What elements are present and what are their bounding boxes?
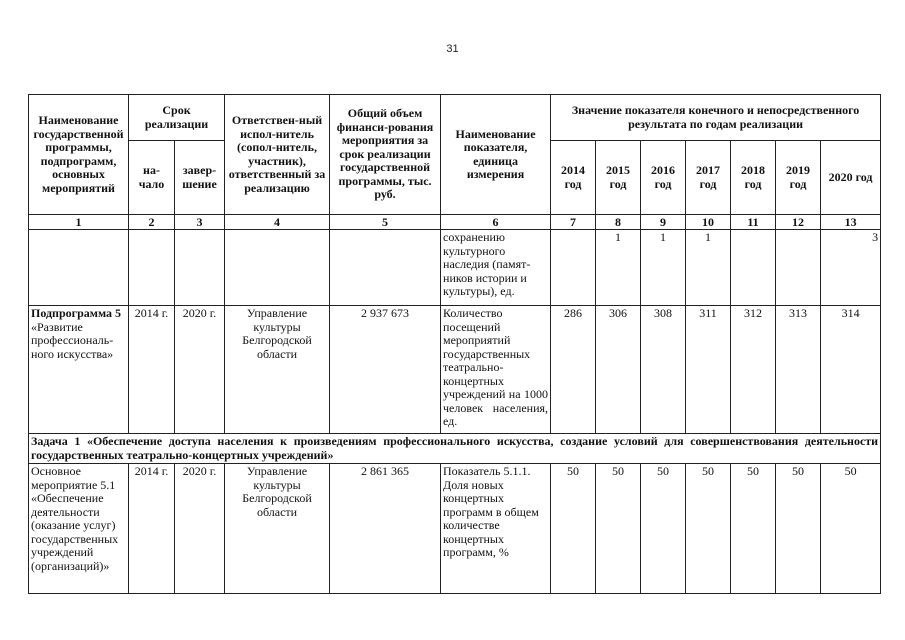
cell-value-2018	[731, 230, 776, 306]
header-start: на-чало	[129, 141, 175, 215]
column-number: 6	[441, 215, 551, 230]
header-end: завер-шение	[175, 141, 225, 215]
cell-value-2020: 50	[821, 464, 881, 594]
header-year-2015: 2015 год	[596, 141, 641, 215]
cell-value-2016: 1	[641, 230, 686, 306]
cell-value-2019	[776, 230, 821, 306]
subprogram-title: Подпрограмма 5	[31, 306, 122, 320]
cell-indicator: Количество посещений мероприятий государственных театрально-концертных учреждений на 1000 человек населения, ед.	[441, 306, 551, 434]
task-row	[29, 434, 881, 464]
cell-funding: 2 937 673	[330, 306, 441, 434]
cell-value-2020: 3	[821, 230, 881, 306]
cell-start	[129, 230, 175, 306]
column-number: 5	[330, 215, 441, 230]
cell-end	[175, 230, 225, 306]
cell-value-2019: 313	[776, 306, 821, 434]
table-row	[29, 230, 881, 306]
cell-value-2017: 311	[686, 306, 731, 434]
column-number: 13	[821, 215, 881, 230]
cell-value-2017: 50	[686, 464, 731, 594]
cell-start: 2014 г.	[129, 464, 175, 594]
cell-value-2020: 314	[821, 306, 881, 434]
column-number: 4	[225, 215, 330, 230]
column-number: 3	[175, 215, 225, 230]
header-year-2014: 2014 год	[551, 141, 596, 215]
header-responsible: Ответствен-ный испол-нитель (сопол-нитель, участник), ответственный за реализацию	[225, 95, 330, 215]
table-row	[29, 306, 881, 434]
header-indicator: Наименование показателя, единица измерения	[441, 95, 551, 215]
cell-indicator: сохранению культурного наследия (памят-ников истории и культуры), ед.	[441, 230, 551, 306]
cell-value-2016: 50	[641, 464, 686, 594]
cell-value-2015: 1	[596, 230, 641, 306]
header-period: Срок реализации	[129, 95, 225, 141]
table-row	[29, 464, 881, 594]
column-number: 10	[686, 215, 731, 230]
cell-value-2014: 286	[551, 306, 596, 434]
cell-indicator: Показатель 5.1.1. Доля новых концертных программ в общем количестве концертных программ, %	[441, 464, 551, 594]
cell-name: Основное мероприятие 5.1 «Обеспечение деятельности (оказание услуг) государственных учреждений (организаций)»	[29, 464, 129, 594]
header-name: Наименование государственной программы, подпрограмм, основных мероприятий	[29, 95, 129, 215]
column-number: 9	[641, 215, 686, 230]
cell-value-2016: 308	[641, 306, 686, 434]
cell-responsible: Управление культуры Белгородской области	[225, 464, 330, 594]
column-number: 11	[731, 215, 776, 230]
cell-value-2017: 1	[686, 230, 731, 306]
cell-funding: 2 861 365	[330, 464, 441, 594]
header-year-2020: 2020 год	[821, 141, 881, 215]
column-number: 2	[129, 215, 175, 230]
column-number: 12	[776, 215, 821, 230]
header-year-2017: 2017 год	[686, 141, 731, 215]
header-values-group: Значение показателя конечного и непосредственного результата по годам реализации	[551, 95, 881, 141]
header-year-2018: 2018 год	[731, 141, 776, 215]
cell-responsible	[225, 230, 330, 306]
cell-value-2014: 50	[551, 464, 596, 594]
cell-name	[29, 230, 129, 306]
cell-value-2015: 306	[596, 306, 641, 434]
column-numbers-row	[29, 215, 881, 230]
cell-end: 2020 г.	[175, 306, 225, 434]
page-number: 31	[446, 43, 459, 55]
header-row-1	[29, 95, 881, 141]
cell-value-2019: 50	[776, 464, 821, 594]
program-table	[28, 94, 881, 594]
cell-value-2014	[551, 230, 596, 306]
cell-start: 2014 г.	[129, 306, 175, 434]
header-year-2016: 2016 год	[641, 141, 686, 215]
subprogram-name: «Развитие профессиональ-ного искусства»	[31, 319, 114, 361]
cell-name	[29, 306, 129, 434]
cell-end: 2020 г.	[175, 464, 225, 594]
cell-value-2018: 50	[731, 464, 776, 594]
task-description: Задача 1 «Обеспечение доступа населения к произведениям профессионального искусства, создание условий для совершенствования деятельности государственных театрально-концертных учреждений»	[29, 434, 881, 464]
column-number: 1	[29, 215, 129, 230]
cell-value-2015: 50	[596, 464, 641, 594]
header-year-2019: 2019 год	[776, 141, 821, 215]
header-funding: Общий объем финанси-рования мероприятия за срок реализации государственной программы, тыс. руб.	[330, 95, 441, 215]
cell-responsible: Управление культуры Белгородской области	[225, 306, 330, 434]
column-number: 7	[551, 215, 596, 230]
cell-funding	[330, 230, 441, 306]
cell-value-2018: 312	[731, 306, 776, 434]
column-number: 8	[596, 215, 641, 230]
